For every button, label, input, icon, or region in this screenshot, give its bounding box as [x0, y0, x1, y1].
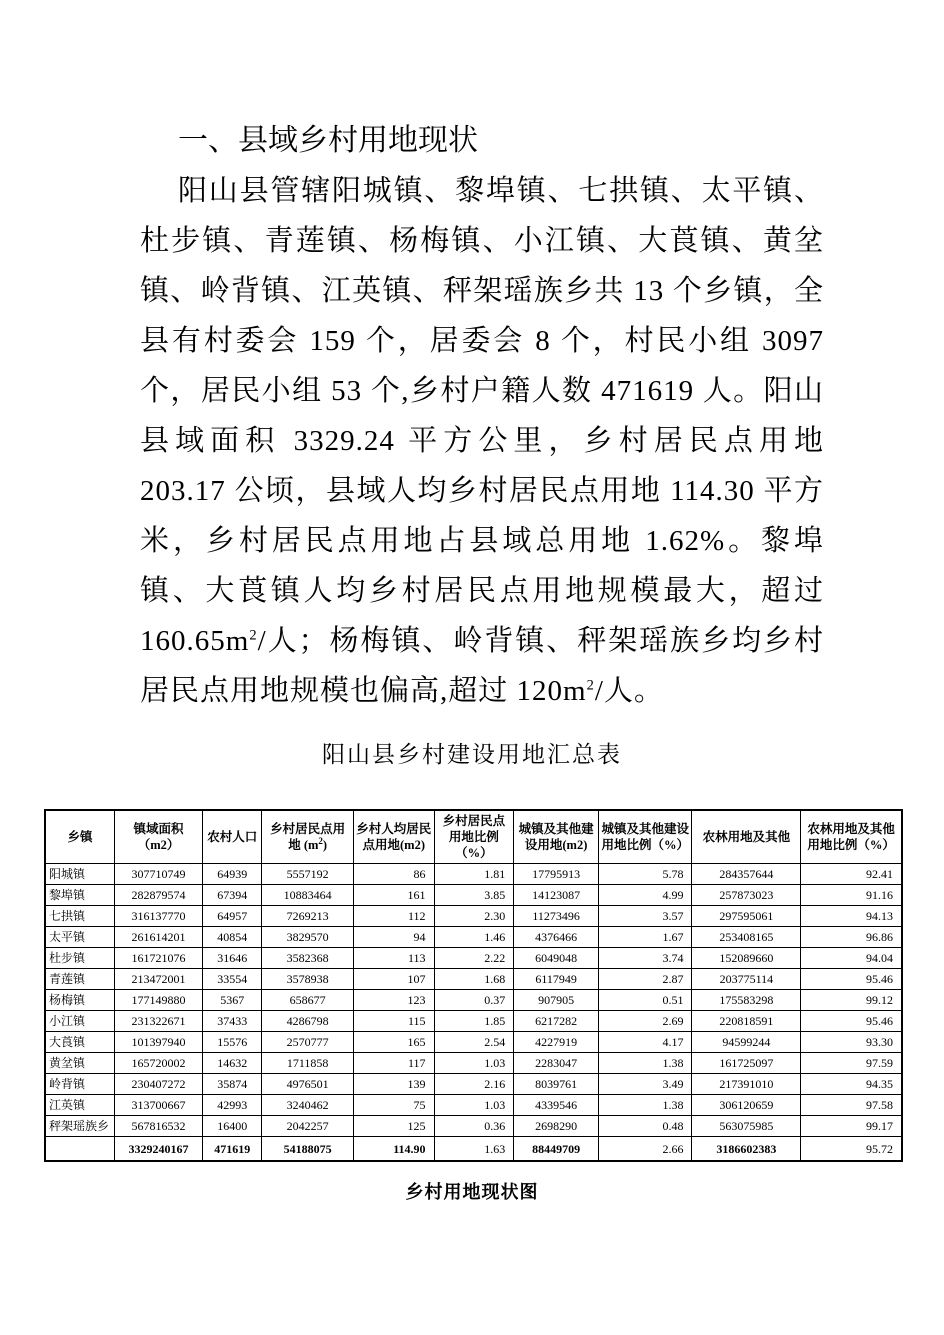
table-cell: 5.78	[599, 864, 692, 885]
table-cell: 95.46	[801, 969, 902, 990]
table-cell: 99.12	[801, 990, 902, 1011]
table-cell: 92.41	[801, 864, 902, 885]
table-cell: 94	[353, 927, 434, 948]
table-cell: 203775114	[692, 969, 801, 990]
table-cell	[45, 1137, 114, 1162]
table-cell: 95.46	[801, 1011, 902, 1032]
table-cell: 94599244	[692, 1032, 801, 1053]
table-cell: 2.54	[434, 1032, 514, 1053]
table-cell: 42993	[203, 1095, 262, 1116]
header-settlement-ratio: 乡村居民点用地比例（%）	[434, 810, 514, 864]
section-heading: 一、县域乡村用地现状	[178, 124, 478, 157]
table-cell: 107	[353, 969, 434, 990]
table-cell: 94.04	[801, 948, 902, 969]
table-cell: 2.22	[434, 948, 514, 969]
table-cell: 230407272	[114, 1074, 202, 1095]
table-cell: 97.59	[801, 1053, 902, 1074]
table-row	[45, 864, 902, 885]
table-row	[45, 948, 902, 969]
summary-table-wrapper	[44, 809, 903, 1162]
table-cell: 31646	[203, 948, 262, 969]
table-row	[45, 969, 902, 990]
table-cell: 97.58	[801, 1095, 902, 1116]
table-cell: 0.51	[599, 990, 692, 1011]
table-cell: 2283047	[514, 1053, 599, 1074]
table-cell: 3186602383	[692, 1137, 801, 1162]
table-row	[45, 1116, 902, 1137]
table-cell: 杨梅镇	[45, 990, 114, 1011]
table-cell: 91.16	[801, 885, 902, 906]
table-row	[45, 1011, 902, 1032]
table-cell: 88449709	[514, 1137, 599, 1162]
table-cell: 4.99	[599, 885, 692, 906]
table-cell: 14123087	[514, 885, 599, 906]
table-cell: 小江镇	[45, 1011, 114, 1032]
table-cell: 113	[353, 948, 434, 969]
table-cell: 284357644	[692, 864, 801, 885]
table-cell: 35874	[203, 1074, 262, 1095]
table-cell: 5557192	[262, 864, 354, 885]
table-cell: 94.13	[801, 906, 902, 927]
figure-caption: 乡村用地现状图	[405, 1182, 539, 1202]
table-cell: 297595061	[692, 906, 801, 927]
table-cell: 257873023	[692, 885, 801, 906]
table-row	[45, 1095, 902, 1116]
table-cell: 1711858	[262, 1053, 354, 1074]
table-cell: 64939	[203, 864, 262, 885]
table-cell: 67394	[203, 885, 262, 906]
table-cell: 1.81	[434, 864, 514, 885]
table-cell: 161725097	[692, 1053, 801, 1074]
table-cell: 1.03	[434, 1095, 514, 1116]
table-cell: 4227919	[514, 1032, 599, 1053]
table-cell: 11273496	[514, 906, 599, 927]
table-cell: 165	[353, 1032, 434, 1053]
paragraph-text: /人；杨梅镇、岭背镇、秤架瑶族乡均乡村居民点用地规模也偏高,超过 120m	[140, 625, 824, 707]
superscript-2: 2	[318, 835, 323, 846]
table-cell: 2042257	[262, 1116, 354, 1137]
table-cell: 0.36	[434, 1116, 514, 1137]
header-urban-construction-ratio: 城镇及其他建设用地比例（%）	[599, 810, 692, 864]
table-cell: 大莨镇	[45, 1032, 114, 1053]
table-cell: 37433	[203, 1011, 262, 1032]
summary-table	[44, 809, 903, 1162]
table-cell: 563075985	[692, 1116, 801, 1137]
table-cell: 3.57	[599, 906, 692, 927]
table-cell: 115	[353, 1011, 434, 1032]
paragraph-text: /人。	[594, 675, 664, 707]
table-cell: 177149880	[114, 990, 202, 1011]
table-cell: 112	[353, 906, 434, 927]
table-row	[45, 1053, 902, 1074]
table-cell: 0.37	[434, 990, 514, 1011]
table-cell: 316137770	[114, 906, 202, 927]
table-cell: 658677	[262, 990, 354, 1011]
table-cell: 307710749	[114, 864, 202, 885]
table-cell: 岭背镇	[45, 1074, 114, 1095]
table-cell: 282879574	[114, 885, 202, 906]
table-cell: 306120659	[692, 1095, 801, 1116]
table-cell: 175583298	[692, 990, 801, 1011]
table-cell: 6049048	[514, 948, 599, 969]
header-per-capita-settlement: 乡村人均居民点用地(m2)	[353, 810, 434, 864]
table-row	[45, 885, 902, 906]
table-cell: 2570777	[262, 1032, 354, 1053]
table-cell: 165720002	[114, 1053, 202, 1074]
table-row	[45, 1074, 902, 1095]
table-cell: 1.38	[599, 1095, 692, 1116]
body-paragraph	[140, 166, 824, 716]
table-cell: 3829570	[262, 927, 354, 948]
table-cell: 0.48	[599, 1116, 692, 1137]
table-cell: 阳城镇	[45, 864, 114, 885]
table-cell: 江英镇	[45, 1095, 114, 1116]
table-cell: 2698290	[514, 1116, 599, 1137]
table-cell: 99.17	[801, 1116, 902, 1137]
table-cell: 161721076	[114, 948, 202, 969]
table-cell: 3.74	[599, 948, 692, 969]
table-cell: 33554	[203, 969, 262, 990]
table-cell: 3578938	[262, 969, 354, 990]
header-agroforestry-ratio: 农林用地及其他用地比例（%）	[801, 810, 902, 864]
table-header-row	[45, 810, 902, 864]
table-cell: 青莲镇	[45, 969, 114, 990]
table-cell: 1.67	[599, 927, 692, 948]
table-cell: 3.85	[434, 885, 514, 906]
table-cell: 3329240167	[114, 1137, 202, 1162]
table-cell: 黄坌镇	[45, 1053, 114, 1074]
table-cell: 10883464	[262, 885, 354, 906]
table-cell: 7269213	[262, 906, 354, 927]
table-cell: 40854	[203, 927, 262, 948]
table-cell: 93.30	[801, 1032, 902, 1053]
table-cell: 2.69	[599, 1011, 692, 1032]
table-cell: 96.86	[801, 927, 902, 948]
table-cell: 114.90	[353, 1137, 434, 1162]
table-cell: 117	[353, 1053, 434, 1074]
table-cell: 5367	[203, 990, 262, 1011]
table-cell: 2.66	[599, 1137, 692, 1162]
table-cell: 1.68	[434, 969, 514, 990]
header-rural-population: 农村人口	[203, 810, 262, 864]
table-title: 阳山县乡村建设用地汇总表	[322, 742, 622, 767]
table-cell: 1.46	[434, 927, 514, 948]
table-cell: 1.03	[434, 1053, 514, 1074]
table-row	[45, 990, 902, 1011]
table-cell: 313700667	[114, 1095, 202, 1116]
table-cell: 3582368	[262, 948, 354, 969]
table-cell: 54188075	[262, 1137, 354, 1162]
table-cell: 471619	[203, 1137, 262, 1162]
table-row	[45, 927, 902, 948]
table-cell: 64957	[203, 906, 262, 927]
superscript-2: 2	[249, 627, 258, 644]
table-cell: 4286798	[262, 1011, 354, 1032]
table-cell: 8039761	[514, 1074, 599, 1095]
table-cell: 2.30	[434, 906, 514, 927]
table-cell: 2.87	[599, 969, 692, 990]
table-row	[45, 1032, 902, 1053]
paragraph-text: 阳山县管辖阳城镇、黎埠镇、七拱镇、太平镇、杜步镇、青莲镇、杨梅镇、小江镇、大莨镇、黄坌镇、岭背镇、江英镇、秤架瑶族乡共 13 个乡镇，全县有村委会 159 个，居委会 8 个，村民小组 3097 个，居民小组 53 个,乡村户籍人数 471619 人。阳山县域面积 3329.24 平方公里，乡村居民点用地 203.17 公顷，县域人均乡村居民点用地 114.30 平方米，乡村居民点用地占县域总用地 1.62%。黎埠镇、大莨镇人均乡村居民点用地规模最大，超过 160.65m	[140, 175, 824, 657]
table-cell: 253408165	[692, 927, 801, 948]
table-cell: 15576	[203, 1032, 262, 1053]
table-cell: 17795913	[514, 864, 599, 885]
table-cell: 231322671	[114, 1011, 202, 1032]
table-cell: 16400	[203, 1116, 262, 1137]
table-cell: 152089660	[692, 948, 801, 969]
table-cell: 14632	[203, 1053, 262, 1074]
table-total-row	[45, 1137, 902, 1162]
header-agroforestry-land: 农林用地及其他	[692, 810, 801, 864]
table-cell: 161	[353, 885, 434, 906]
table-cell: 4.17	[599, 1032, 692, 1053]
table-cell: 125	[353, 1116, 434, 1137]
table-cell: 七拱镇	[45, 906, 114, 927]
table-cell: 101397940	[114, 1032, 202, 1053]
table-cell: 139	[353, 1074, 434, 1095]
table-cell: 6217282	[514, 1011, 599, 1032]
table-cell: 1.85	[434, 1011, 514, 1032]
table-cell: 黎埠镇	[45, 885, 114, 906]
table-cell: 杜步镇	[45, 948, 114, 969]
table-cell: 217391010	[692, 1074, 801, 1095]
table-cell: 220818591	[692, 1011, 801, 1032]
superscript-2: 2	[586, 677, 595, 694]
table-cell: 213472001	[114, 969, 202, 990]
header-urban-construction-land: 城镇及其他建设用地(m2)	[514, 810, 599, 864]
table-cell: 4339546	[514, 1095, 599, 1116]
table-cell: 94.35	[801, 1074, 902, 1095]
table-cell: 2.16	[434, 1074, 514, 1095]
table-cell: 1.63	[434, 1137, 514, 1162]
table-cell: 86	[353, 864, 434, 885]
table-cell: 95.72	[801, 1137, 902, 1162]
table-cell: 3.49	[599, 1074, 692, 1095]
table-cell: 4376466	[514, 927, 599, 948]
table-cell: 6117949	[514, 969, 599, 990]
header-town-area: 镇域面积 （m2）	[114, 810, 202, 864]
table-cell: 75	[353, 1095, 434, 1116]
header-settlement-land: 乡村居民点用地 $(m^2)$	[262, 810, 354, 864]
table-cell: 太平镇	[45, 927, 114, 948]
table-cell: 123	[353, 990, 434, 1011]
table-row	[45, 906, 902, 927]
table-cell: 3240462	[262, 1095, 354, 1116]
table-cell: 261614201	[114, 927, 202, 948]
table-cell: 4976501	[262, 1074, 354, 1095]
table-cell: 567816532	[114, 1116, 202, 1137]
table-cell: 907905	[514, 990, 599, 1011]
table-cell: 1.38	[599, 1053, 692, 1074]
table-cell: 秤架瑶族乡	[45, 1116, 114, 1137]
header-town: 乡镇	[45, 810, 114, 864]
